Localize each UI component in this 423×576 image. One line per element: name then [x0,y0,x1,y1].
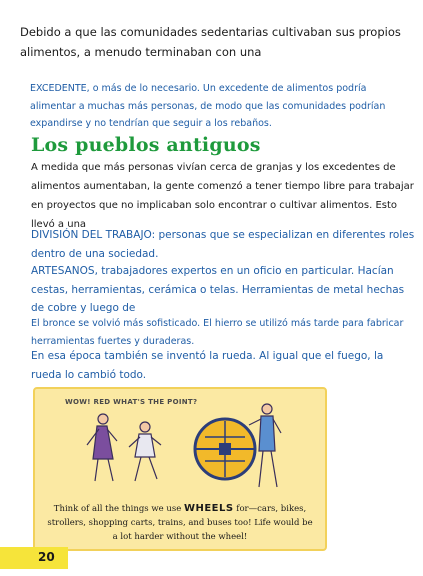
child-figure [129,422,161,481]
definition-excedente: EXCEDENTE, o más de lo necesario. Un excedente de alimentos podría alimentar a muchas más personas, de modo que las comunidades podrían expandirse y no tendrían que seguir a los rebaños. [30,83,386,129]
body-paragraph: A medida que más personas vivían cerca de granjas y los excedentes de alimentos aumentaban, la gente comenzó a tener tiempo libre para trabajar en proyectos que no implicaban solo encontrar o cultivar alimentos. Esto llevó a una [31,162,414,230]
definition-artesanos: ARTESANOS, trabajadores expertos en un oficio en particular. Hacían cestas, herramientas, cerámica o telas. Herramientas de metal hechas de cobre y luego de [31,265,405,314]
section-heading: Los pueblos antiguos [31,134,261,156]
person-figure [87,414,117,481]
intro-paragraph: Debido a que las comunidades sedentarias cultivaban sus propios alimentos, a menudo terminaban con una [20,25,401,59]
wheel-paragraph: En esa época también se inventó la rueda. Al igual que el fuego, la rueda lo cambió todo. [31,350,384,381]
sidebar-caption: Think of all the things we use WHEELS for—cars, bikes, strollers, shopping carts, trains, and buses too! Life would be a lot harder without the wheel! [47,503,313,542]
wheels-emphasis: WHEELS [183,503,234,514]
page-number-band [0,547,68,569]
wheel-icon [195,419,255,479]
definition-division-trabajo: DIVISIÓN DEL TRABAJO: personas que se especializan en diferentes roles dentro de una sociedad. [31,229,415,260]
bronze-paragraph: El bronce se volvió más sofisticado. El hierro se utilizó más tarde para fabricar herramientas fuertes y duraderas. [31,318,404,347]
wheel-sidebar [33,387,327,551]
wheel-illustration [35,389,325,504]
sidebar-label: WOW! RED WHAT'S THE POINT? [65,398,198,406]
page-number: 20 [38,550,55,564]
